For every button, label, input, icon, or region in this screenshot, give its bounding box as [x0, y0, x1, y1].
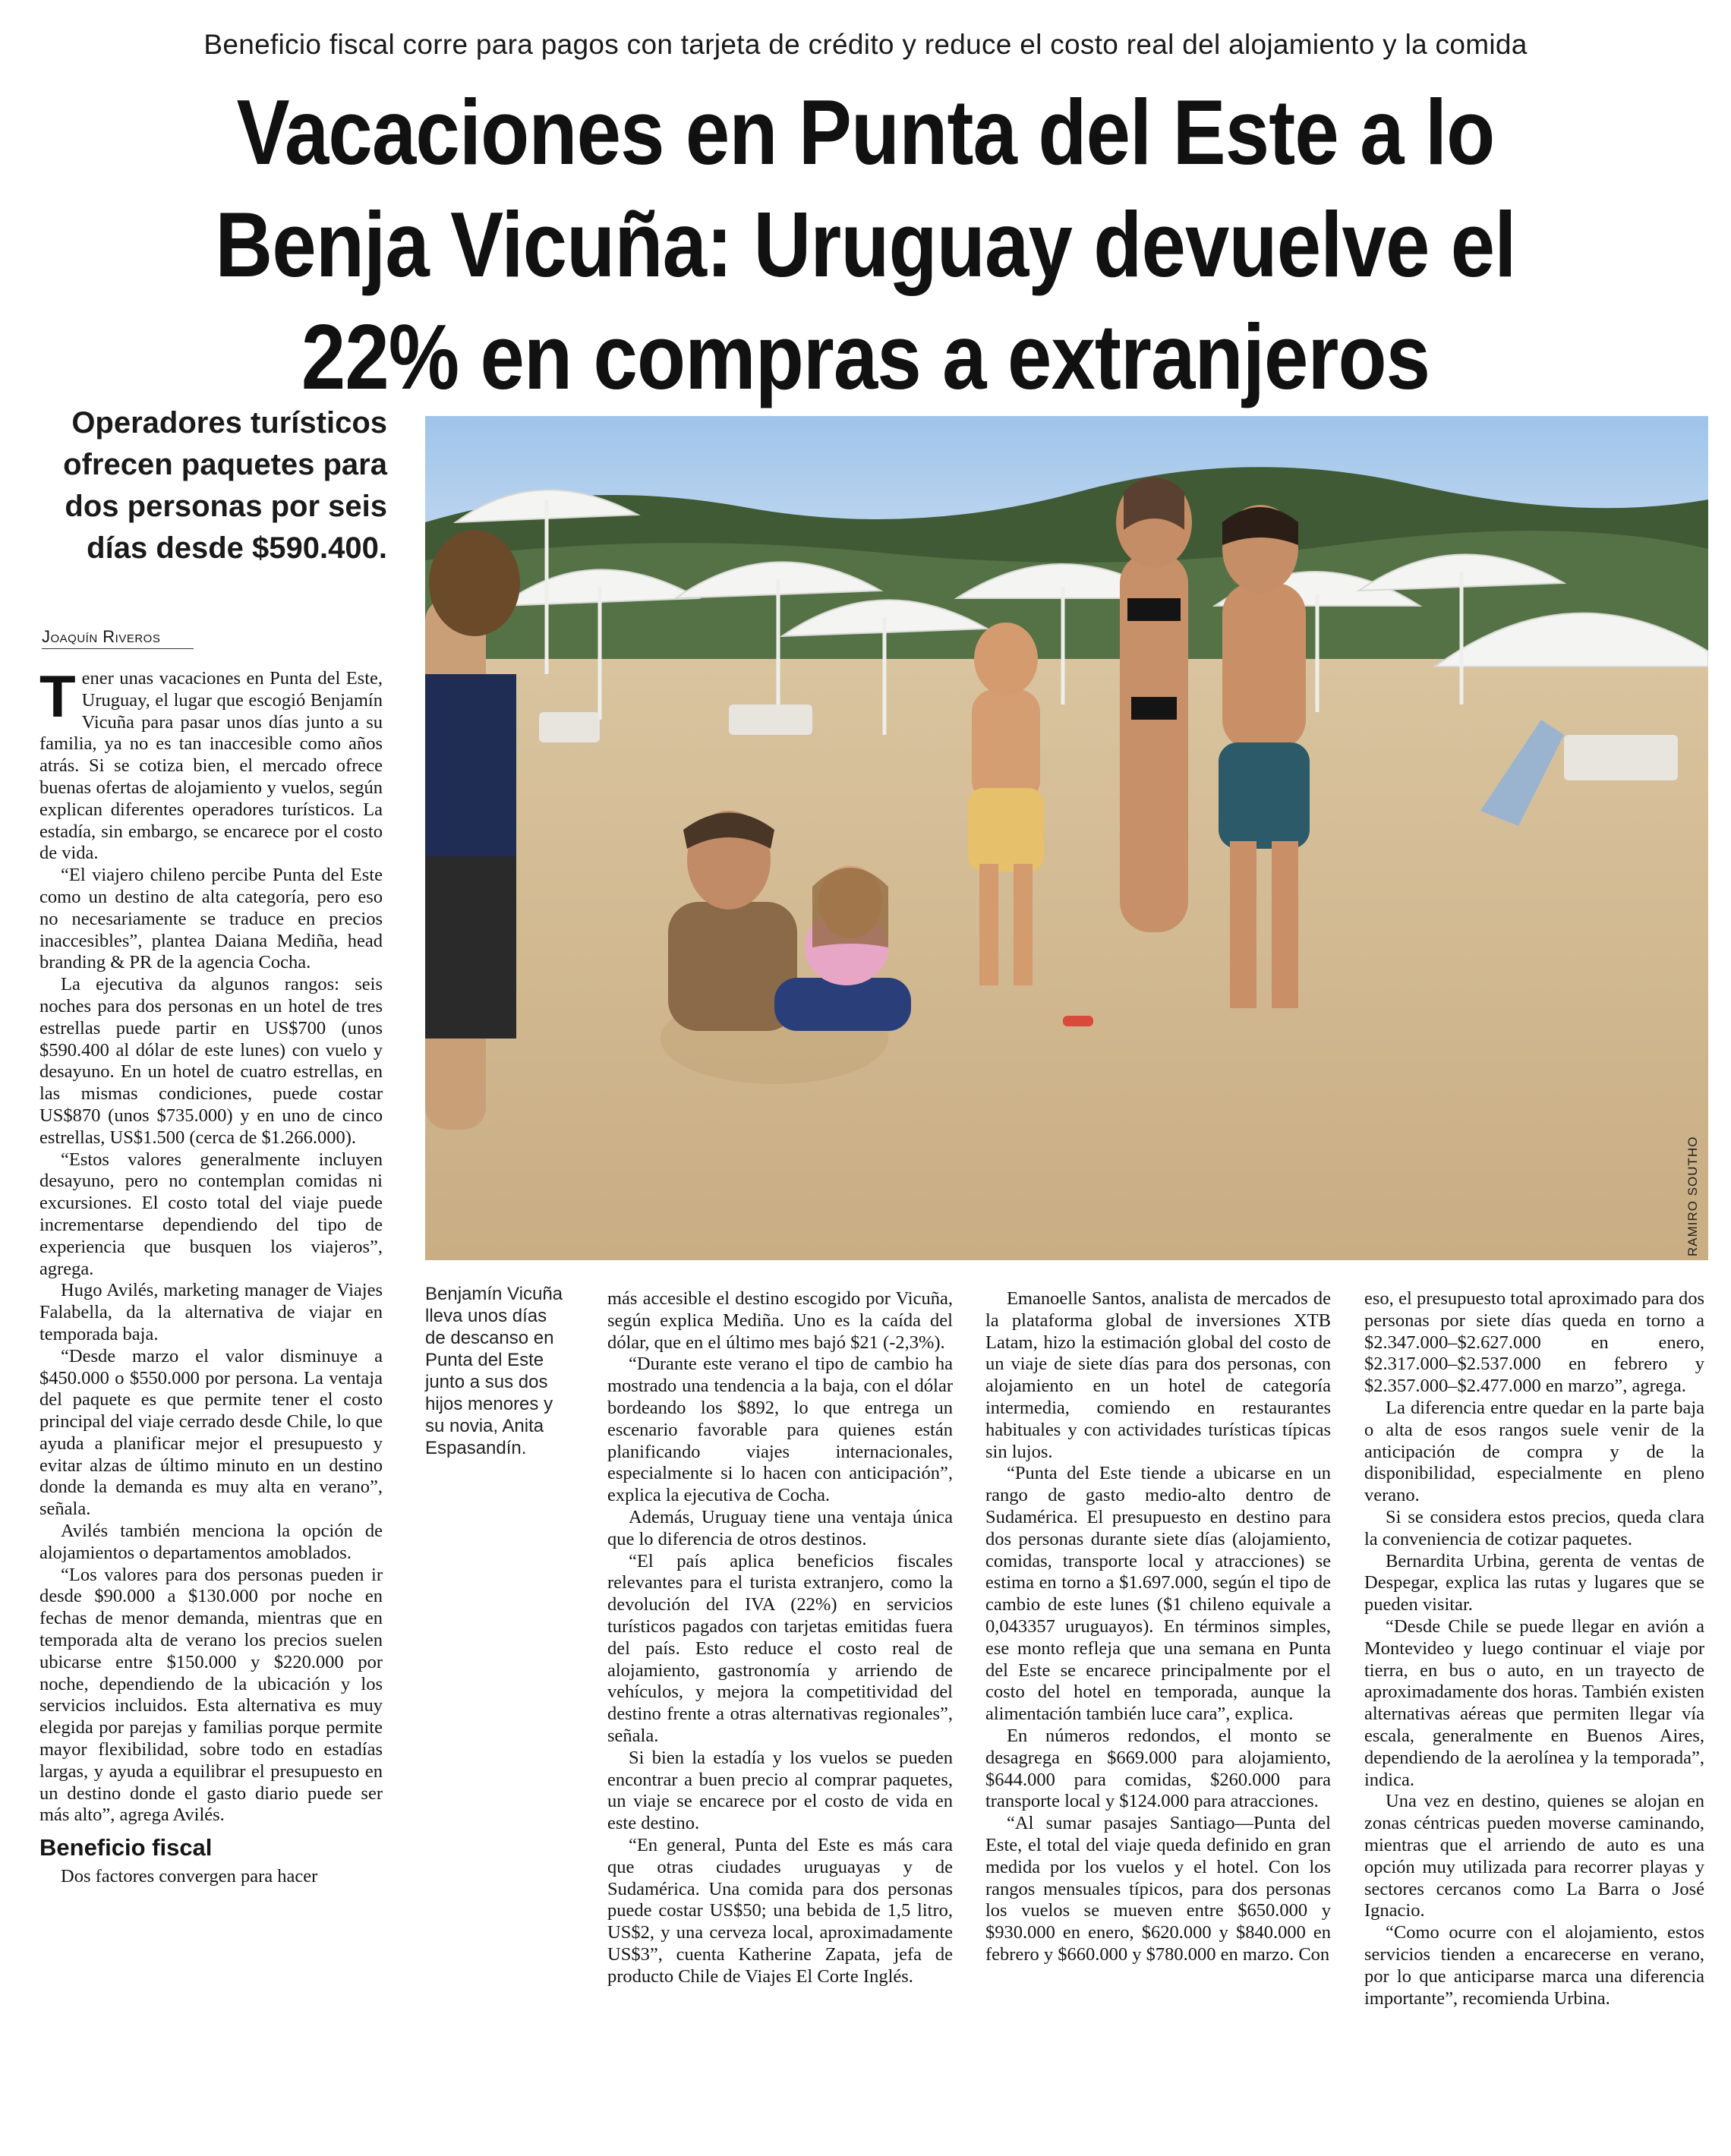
kicker: Beneficio fiscal corre para pagos con tarjeta de crédito y reduce el costo real del alojamiento y la comida — [203, 29, 1528, 60]
paragraph: “Los valores para dos personas pueden ir desde $90.000 a $130.000 por noche en fechas de menor demanda, mientras que en temporada alta de verano los precios suelen ubicarse entre $150.000 y $220.000 por noche, dependiendo de la ubicación y los servicios incluidos. Esta alternativa es muy elegida por parejas y familias porque permite mayor flexibilidad, sobre todo en estadías largas, y ayuda a equilibrar el presupuesto en un destino donde el gasto diario puede ser más alto”, agrega Avilés. — [39, 1564, 383, 1826]
paragraph: “Desde marzo el valor disminuye a $450.000 o $550.000 por persona. La ventaja del paquete es que permite tener el costo principal del viaje cerrado desde Chile, lo que ayuda a planificar mejor el presupuesto y evitar alzas de último minuto en un destino donde la demanda es muy alta en verano”, señala. — [39, 1345, 383, 1520]
paragraph: Dos factores convergen para hacer — [61, 1866, 318, 1887]
paragraph: En números redondos, el monto se desagrega en $669.000 para alojamiento, $644.000 para comidas, $260.000 para transporte local y $124.000 para atracciones. — [985, 1725, 1331, 1812]
photo-caption: Benjamín Vicuña lleva unos días de descanso en Punta del Este junto a sus dos hijos menores y su novia, Anita Espasandín. — [425, 1284, 563, 1458]
paragraph: “Estos valores generalmente incluyen desayuno, pero no contemplan comidas ni excursiones. El costo total del viaje puede incrementarse dependiendo del tipo de experiencia que busquen los viajeros”, agrega. — [39, 1149, 383, 1279]
paragraph: Si se considera estos precios, queda clara la conveniencia de cotizar paquetes. — [1364, 1506, 1704, 1549]
paragraph: Avilés también menciona la opción de alojamientos o departamentos amoblados. — [39, 1521, 383, 1563]
lead-paragraph — [39, 663, 383, 865]
column-4 — [1364, 1288, 1704, 2009]
beach-photo — [425, 416, 1708, 1260]
paragraph: “El país aplica beneficios fiscales relevantes para el turista extranjero, como la devolución del IVA (22%) en servicios turísticos pagados con tarjetas emitidas fuera del país. Esto reduce el costo real de alojamiento, gastronomía y arriendo de vehículos, y mejora la competitividad del destino frente a otras alternativas regionales”, señala. — [607, 1550, 953, 1746]
paragraph: La ejecutiva da algunos rangos: seis noches para dos personas en un hotel de tres estrellas puede partir en US$700 (unos $590.400 al dólar de este lunes) con vuelo y desayuno. En un hotel de cuatro estrellas, en las mismas condiciones, puede costar US$870 (unos $735.000) y en uno de cinco estrellas, US$1.500 (cerca de $1.266.000). — [39, 974, 383, 1148]
paragraph: Emanoelle Santos, analista de mercados de la plataforma global de inversiones XTB Latam, hizo la estimación global del costo de un viaje de siete días para dos personas, con alojamiento en un hotel de categoría intermedia, comiendo en restaurantes habituales y con actividades turísticas típicas sin lujos. — [985, 1288, 1331, 1462]
column-2 — [607, 1288, 953, 1988]
paragraph: Una vez en destino, quienes se alojan en zonas céntricas pueden moverse caminando, mientras que el arriendo de auto es una opción muy utilizada para recorrer playas y sectores cercanos como La Barra o José Ignacio. — [1364, 1791, 1704, 1921]
paragraph: La diferencia entre quedar en la parte baja o alta de esos rangos suele venir de la anticipación de compra y de la disponibilidad, especialmente en pleno verano. — [1364, 1397, 1704, 1506]
deck: Operadores turísticos ofrecen paquetes para dos personas por seis días desde $590.400. — [63, 406, 387, 565]
paragraph: Bernardita Urbina, gerenta de ventas de Despegar, explica las rutas y lugares que se pueden visitar. — [1364, 1550, 1704, 1615]
paragraph: Además, Uruguay tiene una ventaja única que lo diferencia de otros destinos. — [607, 1506, 953, 1549]
paragraph: “Desde Chile se puede llegar en avión a Montevideo y luego continuar el viaje por tierra, en bus o auto, en un trayecto de aproximadamente dos horas. También existen alternativas aéreas que permiten llegar vía escala, generalmente en Buenos Aires, dependiendo de la aerolínea y la temporada”, indica. — [1364, 1615, 1704, 1790]
headline: Vacaciones en Punta del Este a lo Benja Vicuña: Uruguay devuelve el 22% en compras a extranjeros — [215, 80, 1516, 408]
beach-photo-illustration — [425, 416, 1708, 1260]
paragraph: “El viajero chileno percibe Punta del Este como un destino de alta categoría, pero eso no necesariamente se traduce en precios inaccesibles”, plantea Daiana Mediña, head branding & PR de la agencia Cocha. — [39, 865, 383, 973]
byline: Joaquín Riveros — [42, 627, 194, 649]
paragraph: “En general, Punta del Este es más cara que otras ciudades uruguayas y de Sudamérica. Una comida para dos personas puede costar US$50; una bebida de 1,5 litro, US$2, y una cerveza local, aproximadamente US$3”, cuenta Katherine Zapata, jefa de producto Chile de Viajes El Corte Inglés. — [607, 1834, 953, 1987]
paragraph: “Durante este verano el tipo de cambio ha mostrado una tendencia a la baja, con el dólar bordeando los $892, lo que entrega un escenario favorable para quienes están planificando viajes internacionales, especialmente si lo hacen con anticipación”, explica la ejecutiva de Cocha. — [607, 1354, 953, 1506]
paragraph: “Como ocurre con el alojamiento, estos servicios tienden a encarecerse en verano, por lo que anticiparse marca una diferencia importante”, recomienda Urbina. — [1364, 1922, 1704, 2009]
paragraph: eso, el presupuesto total aproximado para dos personas por siete días queda en torno a $2.347.000–$2.627.000 en enero, $2.317.000–$2.537.000 en febrero y $2.357.000–$2.477.000 en marzo”, agrega. — [1364, 1288, 1704, 1397]
paragraph: “Al sumar pasajes Santiago—Punta del Este, el total del viaje queda definido en gran medida por los vuelos y el hotel. Con los rangos mensuales típicos, para dos personas los vuelos se mueven entre $650.000 y $930.000 en enero, $620.000 y $840.000 en febrero y $660.000 y $780.000 en marzo. Con — [985, 1813, 1331, 1965]
paragraph: Si bien la estadía y los vuelos se pueden encontrar a buen precio al comprar paquetes, un viaje se encarece por el costo de vida en este destino. — [607, 1747, 953, 1834]
column-3 — [985, 1288, 1331, 1966]
paragraph: más accesible el destino escogido por Vicuña, según explica Mediña. Uno es la caída del dólar, que en el último mes bajó $21 (-2,3%). — [607, 1288, 953, 1353]
lead-text: ener unas vacaciones en Punta del Este, Uruguay, el lugar que escogió Benjamín Vicuña para pasar unos días junto a su familia, ya no es tan inaccesible como años atrás. Si se cotiza bien, el mercado ofrece buenas ofertas de alojamiento y vuelos, según explican diferentes operadores turísticos. La estadía, sin embargo, se encarece por el costo de vida. — [39, 668, 383, 864]
paragraph: “Punta del Este tiende a ubicarse en un rango de gasto medio-alto dentro de Sudamérica. El presupuesto en destino para dos personas durante siete días (alojamiento, comidas, transporte local y atracciones) se estima en torno a $1.697.000, según el tipo de cambio de este lunes ($1 chileno equivale a 0,043357 uruguayos). En términos simples, ese monto refleja que una semana en Punta del Este se encarece principalmente por el costo del hotel en temporada, aunque la alimentación también luce cara”, explica. — [985, 1463, 1331, 1725]
subhead: Beneficio fiscal — [39, 1834, 213, 1861]
photo-credit: RAMIRO SOUTHO — [1685, 1136, 1700, 1256]
column-1 — [39, 663, 383, 1888]
paragraph: Hugo Avilés, marketing manager de Viajes Falabella, da la alternativa de viajar en temporada baja. — [39, 1280, 383, 1344]
dropcap: T — [39, 663, 76, 730]
